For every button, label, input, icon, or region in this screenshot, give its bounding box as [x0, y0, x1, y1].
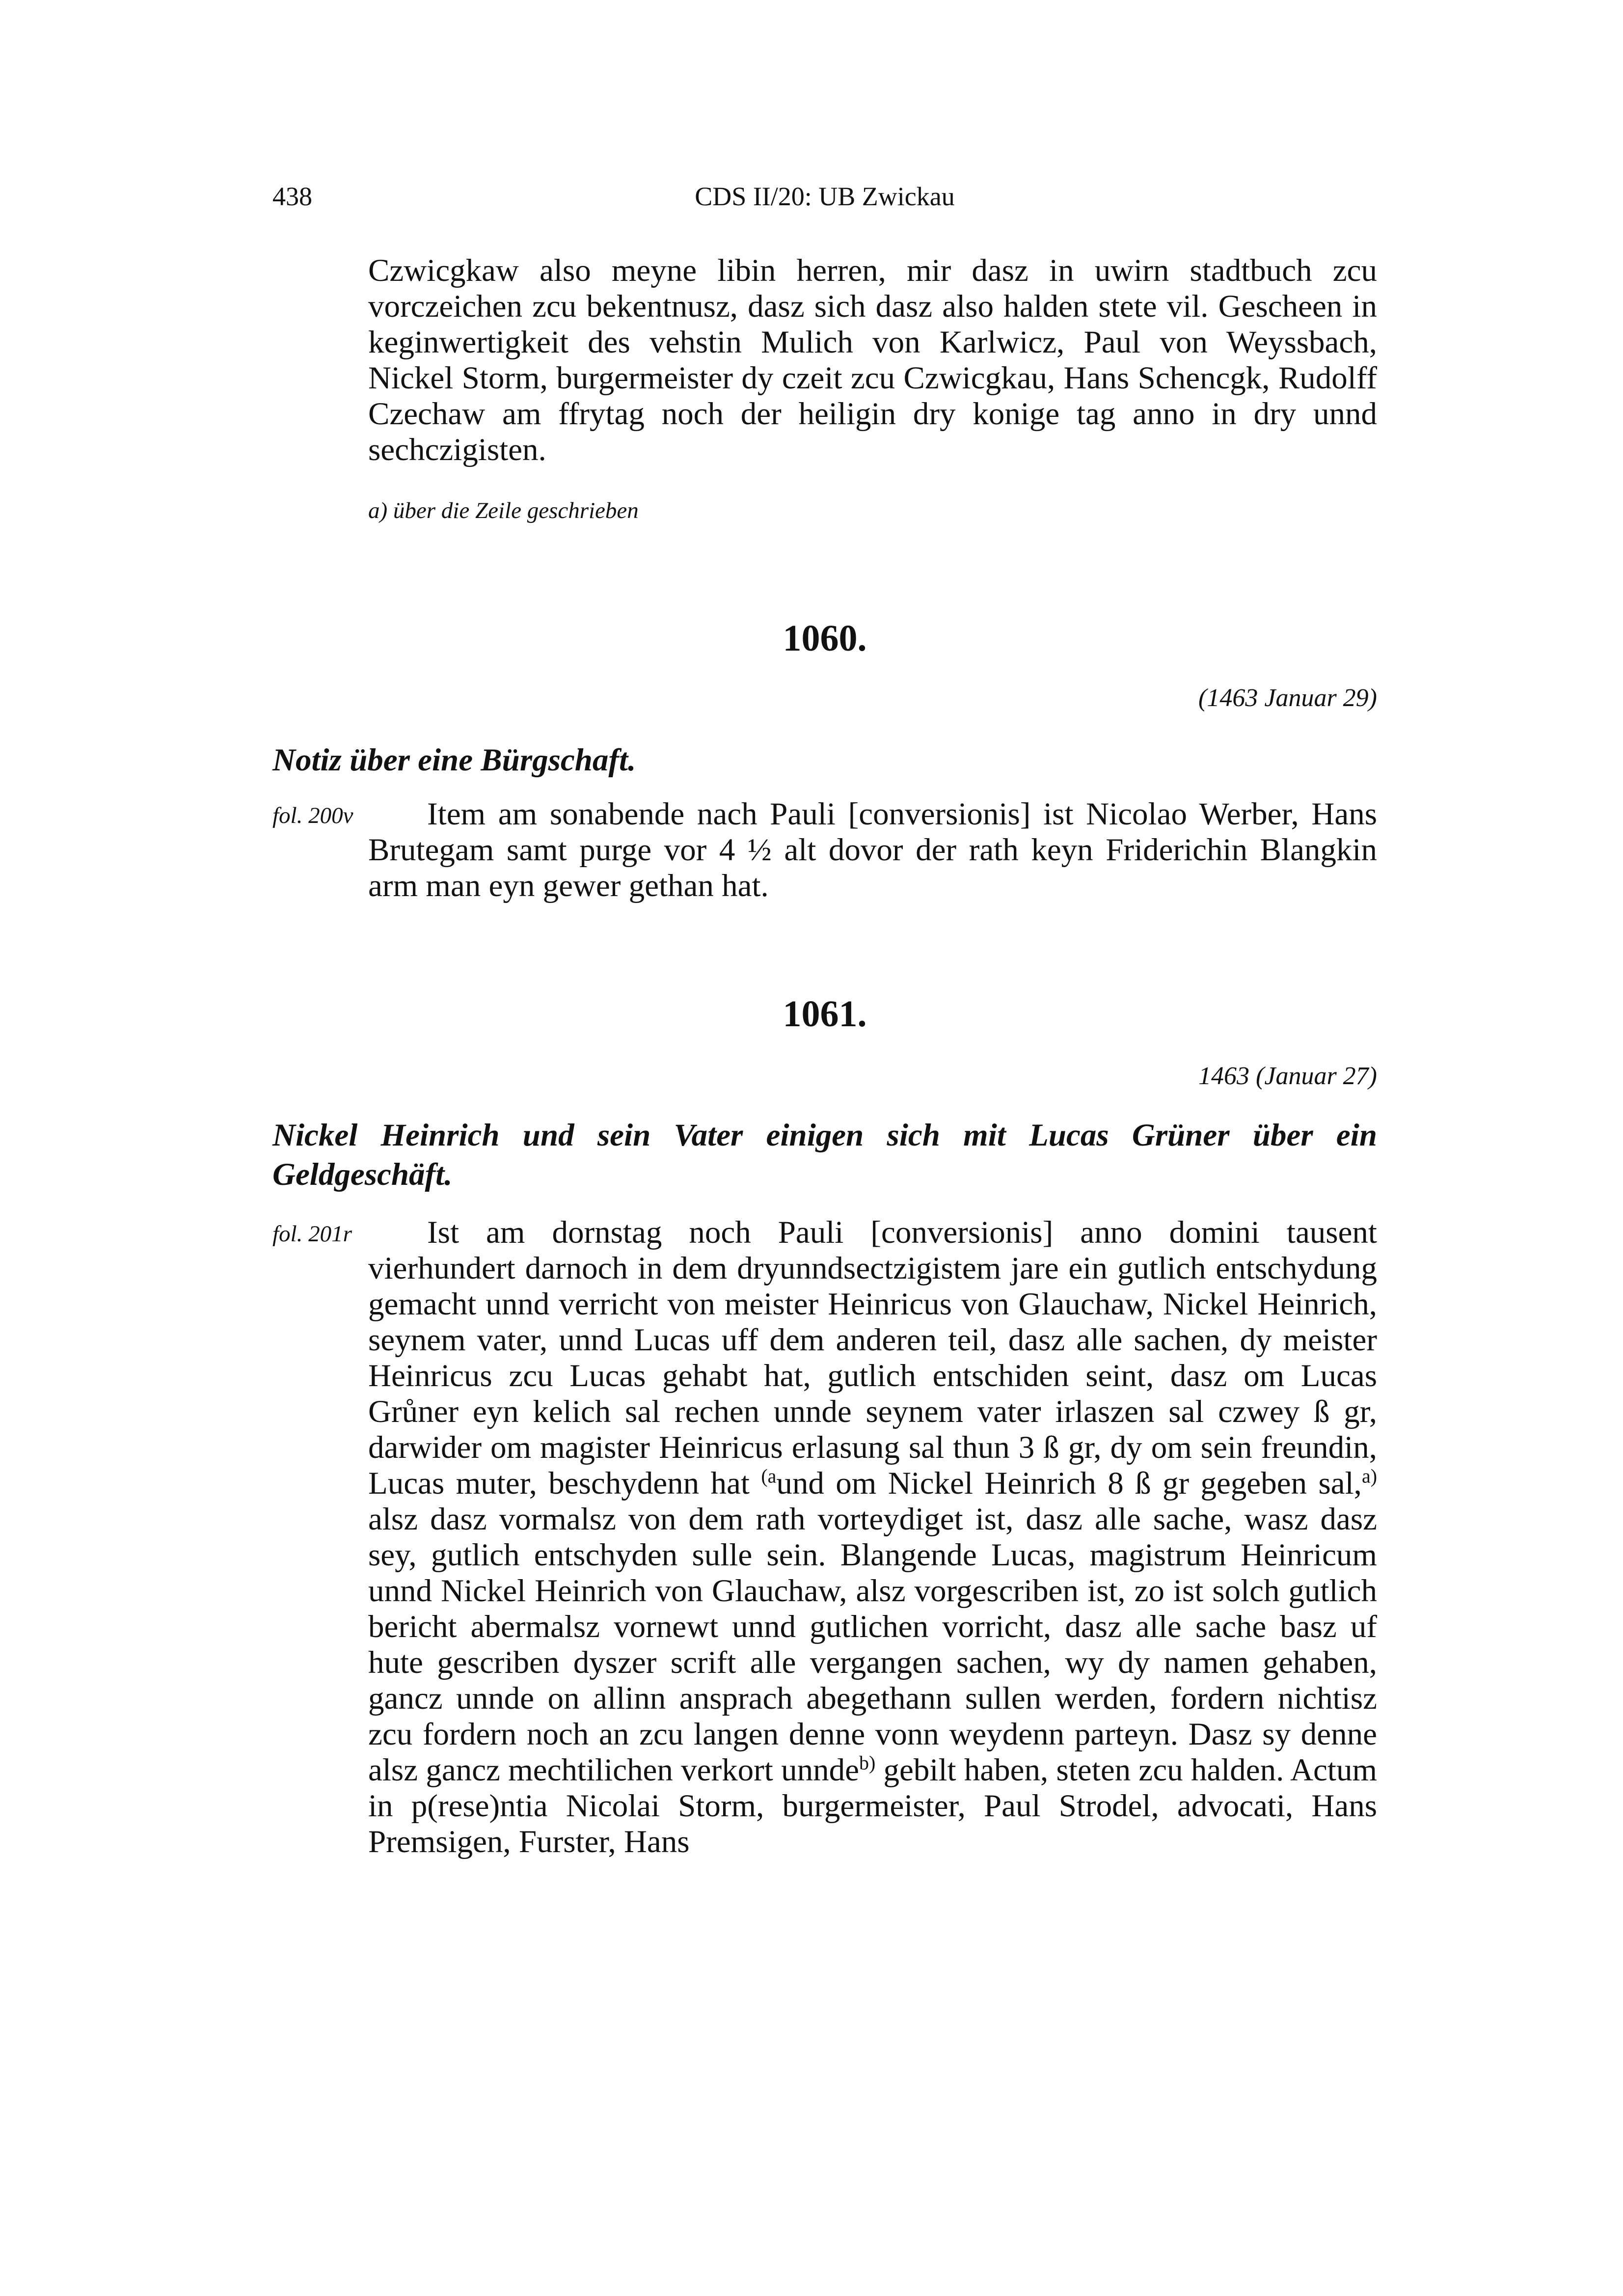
footnote-marker-a-close: a) [1361, 1465, 1378, 1487]
entry-text-1061: Ist am dornstag noch Pauli [conversionis] anno domini tausent vierhundert darnoch in dem dryunndsectzigistem jare ein gutlich entschydung gemacht unnd verricht von meister Heinricus von Glauchaw, Nickel Heinrich, seynem vater, unnd Lucas uff dem anderen teil, dasz alle sachen, dy meister Heinricus zcu Lucas gehabt hat, gutlich entschiden seint, dasz om Lucas Grůner eyn kelich sal rechen unnde seynem vater irlaszen sal czwey ß gr, darwider om magister Heinricus erlasung sal thun 3 ß gr, dy om sein freundin, Lucas muter, beschydenn hat $^{(a}$und om Nickel Heinrich 8 ß gr gegeben sal,$^{a)}$ alsz dasz vormalsz von dem rath vorteydiget ist, dasz alle sache, wasz dasz sey, gutlich entschyden sulle sein. Blangende Lucas, magistrum Heinricum unnd Nickel Heinrich von Glauchaw, alsz vorgescriben ist, zo ist solch gutlich bericht abermalsz vornewt unnd gutlichen vorricht, dasz alle sache basz uf hute gescriben dyszer scrift alle vergangen sachen, wy dy namen gehaben, gancz unnde on allinn ansprach abegethann sullen werden, fordern nichtisz zcu fordern noch an zcu langen denne vonn weydenn parteyn. Dasz sy denne alsz gancz mechtilichen verkort unnde$^{b)}$ gebilt haben, steten zcu halden. Actum in p(rese)ntia Nicolai Storm, burgermeister, Paul Strodel, advocati, Hans Premsigen, Furster, Hans [368, 1215, 1378, 1859]
entry-number-1061: 1061. [783, 993, 867, 1035]
entry-number-1060: 1060. [783, 618, 867, 659]
continued-entry [368, 253, 1377, 468]
entry-title-1061: Nickel Heinrich und sein Vater einigen sich mit Lucas Grüner über ein Geldgeschäft. [272, 1118, 1377, 1192]
footnote-marker-b: b) [859, 1751, 876, 1774]
entry-date-1060: (1463 Januar 29) [1198, 684, 1377, 712]
running-title: CDS II/20: UB Zwickau [695, 182, 955, 211]
continued-entry-text: Czwicgkaw also meyne libin herren, mir dasz in uwirn stadtbuch zcu vorczeichen zcu bekentnusz, dasz sich dasz also halden stete vil. Gescheen in keginwertigkeit des vehstin Mulich von Karlwicz, Paul von Weyssbach, Nickel Storm, burgermeister dy czeit zcu Czwicgkau, Hans Schencgk, Rudolff Czechaw am ffrytag noch der heiligin dry konige tag anno in dry unnd sechczigisten. [368, 253, 1377, 467]
running-head [272, 177, 1377, 216]
entry-title-1060: Notiz über eine Bürgschaft. [272, 742, 636, 778]
entry-date-1061: 1463 (Januar 27) [1198, 1062, 1377, 1090]
folio-marker-1061: fol. 201r [272, 1221, 352, 1247]
folio-marker-1060: fol. 200v [272, 803, 353, 828]
entry-text-1060: Item am sonabende nach Pauli [conversionis] ist Nicolao Werber, Hans Brutegam samt purge vor 4 ½ alt dovor der rath keyn Friderichin Blangkin arm man eyn gewer gethan hat. [368, 796, 1377, 903]
page-number: 438 [272, 182, 312, 211]
footnote-a: a) über die Zeile geschrieben [368, 498, 639, 523]
footnote-marker-a-open: (a [761, 1465, 777, 1487]
